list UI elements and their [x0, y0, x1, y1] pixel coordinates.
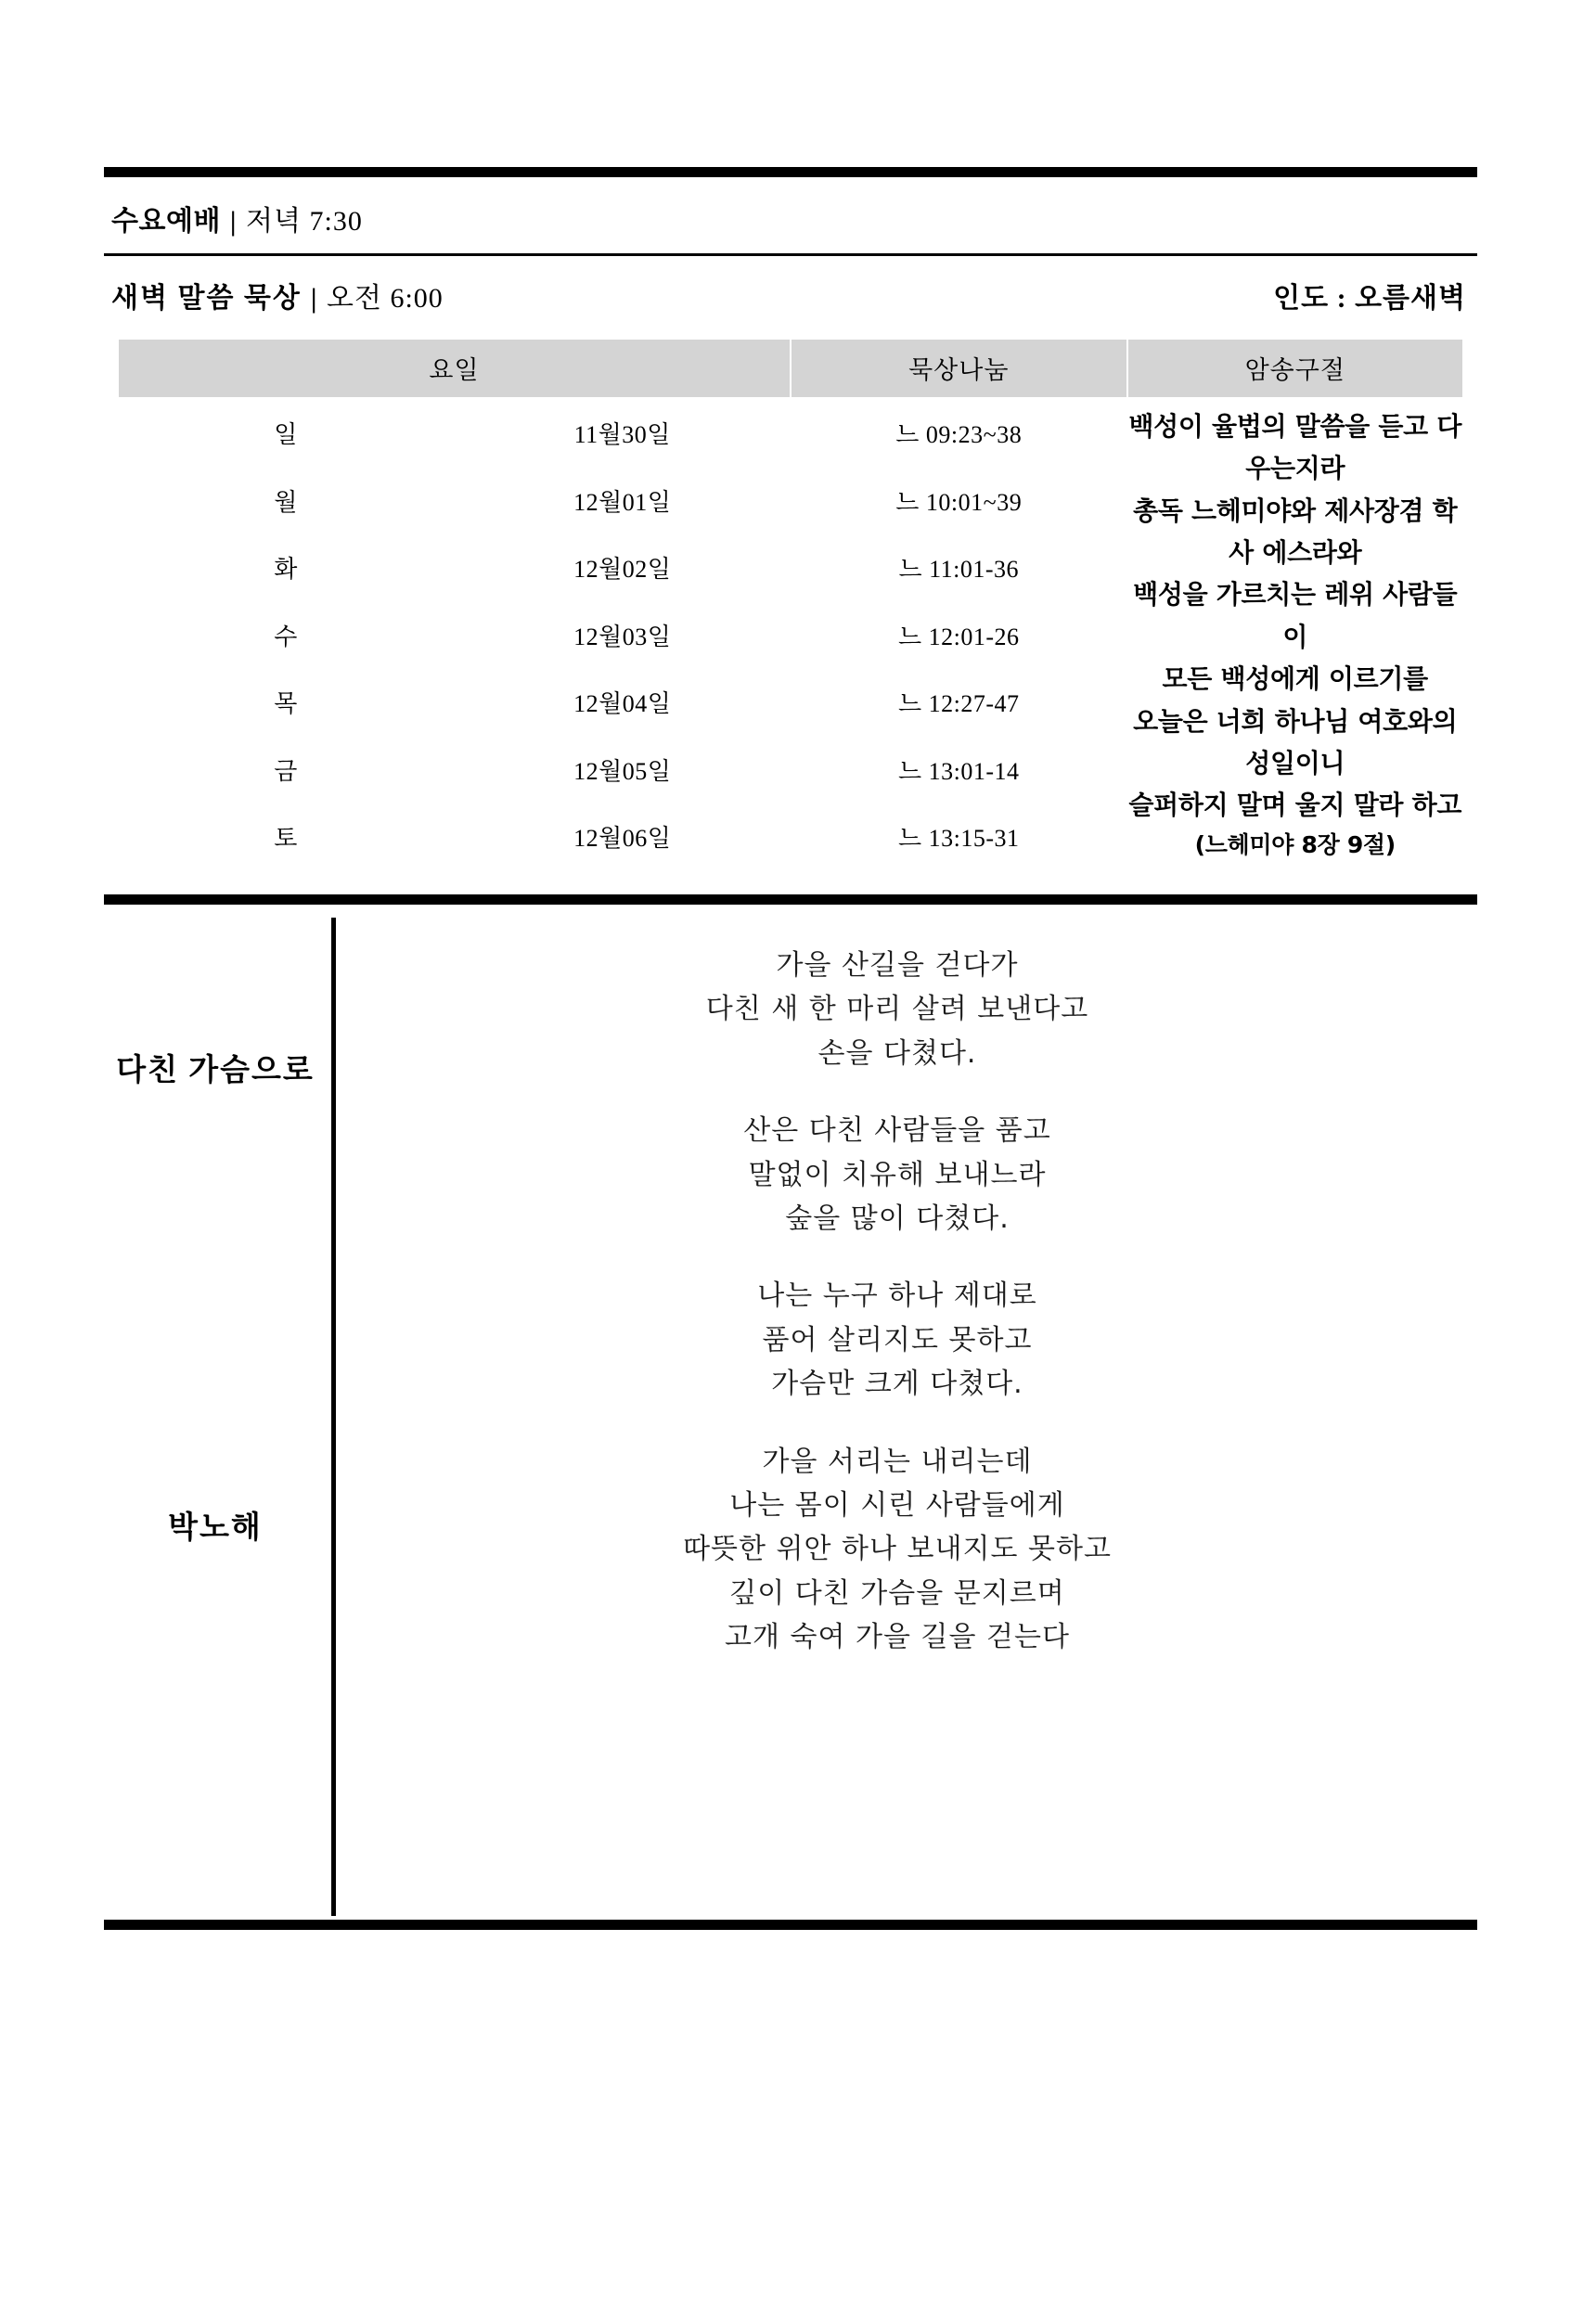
cell-day: 목: [274, 690, 299, 718]
poem-left-column: [104, 905, 336, 1916]
column-header-verse: 암송구절: [1127, 339, 1464, 398]
table-row: [118, 398, 1463, 467]
poem-stanza: [373, 1274, 1422, 1406]
table-header-row: [118, 339, 1463, 398]
service-header-row: [104, 177, 1477, 253]
cell-date: 12월06일: [573, 825, 672, 853]
cell-reading: 느 10:01~39: [895, 488, 1023, 516]
devotion-leader: 인도 : 오름새벽: [1273, 283, 1466, 314]
memory-verse-box: [1127, 405, 1464, 864]
cell-day: 수: [274, 623, 299, 650]
verse-line: 슬퍼하지 말며 울지 말라 하고: [1128, 790, 1462, 821]
poem-line: 가을 산길을 걷다가: [776, 949, 1019, 983]
verse-line: 오늘은 너희 하나님 여호와의 성일이니: [1133, 705, 1458, 778]
poem-line: 따뜻한 위안 하나 보내지도 못하고: [683, 1533, 1112, 1566]
cell-memory-verse: [1127, 398, 1464, 870]
service-separator: |: [229, 206, 238, 237]
poem-line: 깊이 다친 가슴을 문지르며: [729, 1576, 1065, 1610]
poem-stanza: [373, 944, 1422, 1075]
service-label: 수요예배: [111, 206, 221, 237]
cell-reading: 느 09:23~38: [895, 420, 1023, 448]
poem-stanza: [373, 1109, 1422, 1240]
poem-line: 고개 숙여 가을 길을 걷는다: [725, 1621, 1070, 1654]
verse-line: 백성을 가르치는 레위 사람들이: [1133, 579, 1458, 652]
cell-date: 12월05일: [573, 757, 672, 785]
poem-line: 품어 살리지도 못하고: [762, 1323, 1033, 1356]
poem-body: [336, 905, 1477, 1916]
poem-line: 손을 다쳤다.: [817, 1036, 977, 1070]
poem-top-divider: [104, 894, 1477, 905]
poem-line: 나는 누구 하나 제대로: [757, 1279, 1037, 1313]
poem-stanza: [373, 1440, 1422, 1660]
cell-day: 일: [274, 420, 299, 448]
devotion-separator: |: [310, 283, 317, 314]
table-body: [118, 398, 1463, 870]
poem-line: 가을 서리는 내리는데: [762, 1445, 1033, 1478]
cell-date: 12월04일: [573, 690, 672, 718]
poem-author: 박노해: [168, 1511, 263, 1546]
poem-vertical-divider: [331, 918, 336, 1916]
bottom-divider-thick: [104, 1920, 1477, 1930]
cell-date: 11월30일: [573, 420, 671, 448]
poem-line: 가슴만 크게 다쳤다.: [771, 1368, 1023, 1401]
bulletin-sheet: [104, 167, 1477, 1930]
cell-date: 12월03일: [573, 623, 672, 650]
table-head: [118, 339, 1463, 398]
verse-line: 모든 백성에게 이르기를: [1162, 663, 1428, 695]
verse-line: 백성이 율법의 말씀을 듣고 다 우는지라: [1128, 411, 1462, 484]
cell-reading: 느 11:01-36: [898, 556, 1020, 584]
column-header-day: 요일: [118, 339, 791, 398]
poem-line: 산은 다친 사람들을 품고: [743, 1114, 1051, 1148]
devotion-plan-table: [117, 338, 1464, 870]
verse-line: 총독 느헤미야와 제사장겸 학사 에스라와: [1133, 495, 1458, 569]
cell-reading: 느 12:27-47: [898, 690, 1020, 718]
column-header-reading: 묵상나눔: [791, 339, 1127, 398]
service-header-left: [111, 198, 363, 238]
cell-reading: 느 13:01-14: [898, 757, 1020, 785]
poem-line: 다친 새 한 마리 살려 보낸다고: [705, 993, 1089, 1026]
poem-line: 숲을 많이 다쳤다.: [785, 1202, 1010, 1236]
devotion-header-left: [111, 275, 444, 315]
cell-reading: 느 13:15-31: [898, 825, 1020, 853]
cell-date: 12월01일: [573, 488, 672, 516]
cell-day: 금: [274, 757, 299, 785]
devotion-label: 새벽 말씀 묵상: [111, 283, 302, 314]
poem-line: 말없이 치유해 보내느라: [748, 1158, 1047, 1191]
devotion-time: 오전 6:00: [327, 283, 444, 314]
poem-section: [104, 905, 1477, 1916]
cell-day: 화: [274, 556, 299, 584]
poem-title: 다친 가슴으로: [116, 1054, 315, 1088]
cell-date: 12월02일: [573, 556, 672, 584]
cell-reading: 느 12:01-26: [898, 623, 1020, 650]
top-divider-thick: [104, 167, 1477, 177]
cell-day: 토: [274, 825, 299, 853]
service-time: 저녁 7:30: [246, 206, 363, 237]
poem-line: 나는 몸이 시린 사람들에게: [729, 1489, 1065, 1522]
verse-reference: (느헤미야 8장 9절): [1194, 830, 1396, 858]
devotion-header-row: [104, 256, 1477, 328]
cell-day: 월: [274, 488, 299, 516]
